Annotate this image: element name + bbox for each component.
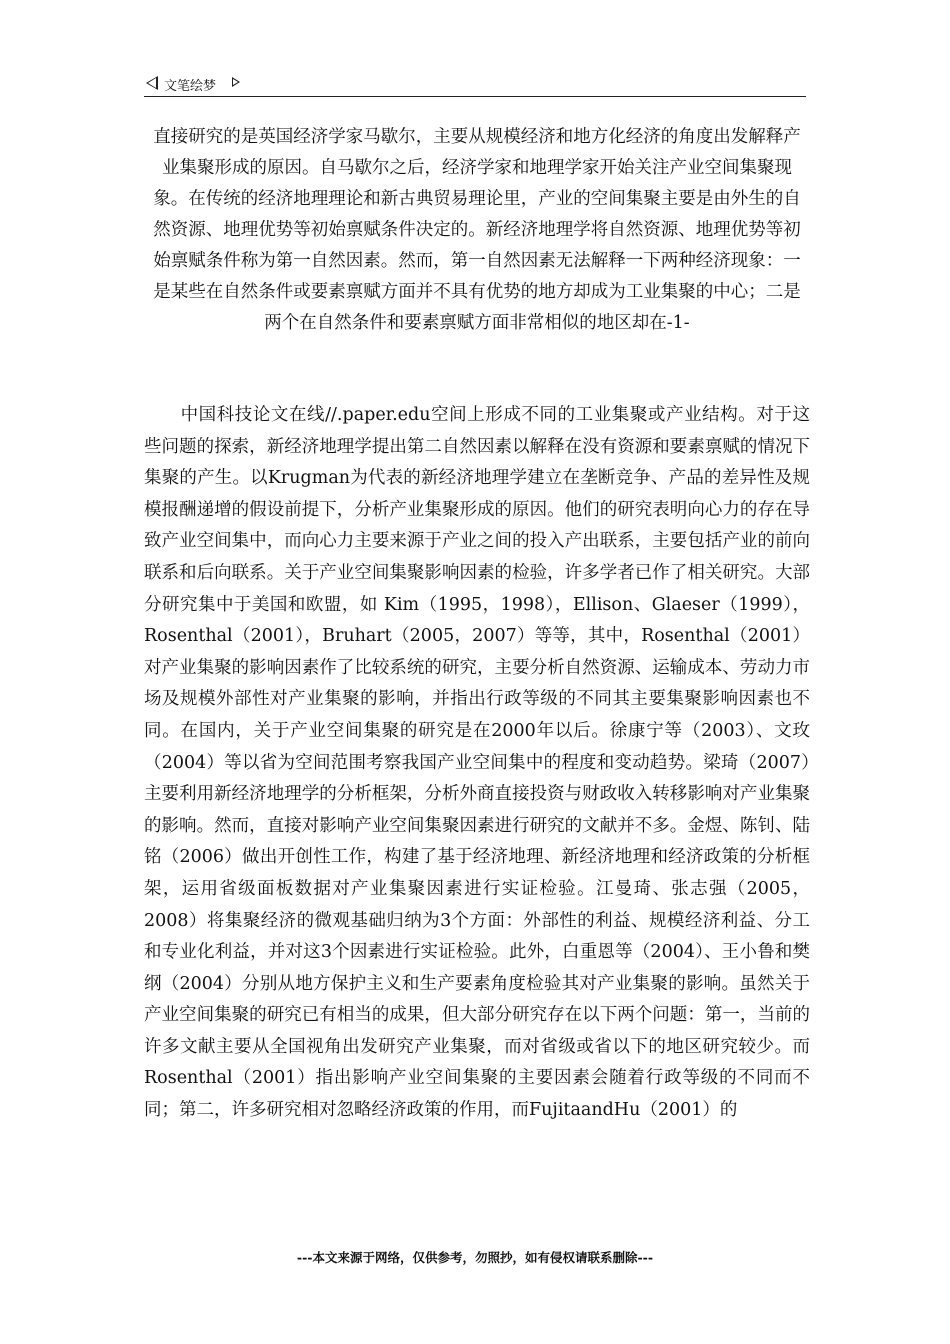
paragraph-2: 中国科技论文在线//.paper.edu空间上形成不同的工业集聚或产业结构。对于这些问题的探索，新经济地理学提出第二自然因素以解释在没有资源和要素禀赋的情况下集聚的产生。以Krugman为代表的新经济地理学建立在垄断竞争、产品的差异性及规模报酬递增的假设前提下，分析产业集聚形成的原因。他们的研究表明向心力的存在导致产业空间集中，而向心力主要来源于产业之间的投入产出联系，主要包括产业的前向联系和后向联系。关于产业空间集聚影响因素的检验，许多学者已作了相关研究。大部分研究集中于美国和欧盟，如 Kim（1995，1998），Ellison、Glaeser（1999），Rosenthal（2001），Bruhart（2005，2007）等等，其中，Rosenthal（2001）对产业集聚的影响因素作了比较系统的研究，主要分析自然资源、运输成本、劳动力市场及规模外部性对产业集聚的影响，并指出行政等级的不同其主要集聚影响因素也不同。在国内，关于产业空间集聚的研究是在2000年以后。徐康宁等（2003）、文玫（2004）等以省为空间范围考察我国产业空间集中的程度和变动趋势。梁琦（2007）主要利用新经济地理学的分析框架，分析外商直接投资与财政收入转移影响对产业集聚的影响。然而，直接对影响产业空间集聚因素进行研究的文献并不多。金煜、陈钊、陆铭（2006）做出开创性工作，构建了基于经济地理、新经济地理和经济政策的分析框架，运用省级面板数据对产业集聚因素进行实证检验。江曼琦、张志强（2005，2008）将集聚经济的微观基础归纳为3个方面：外部性的利益、规模经济利益、分工和专业化利益，并对这3个因素进行实证检验。此外，白重恩等（2004）、王小鲁和樊纲（2004）分别从地方保护主义和生产要素角度检验其对产业集聚的影响。虽然关于产业空间集聚的研究已有相当的成果，但大部分研究存在以下两个问题：第一，当前的许多文献主要从全国视角出发研究产业集聚，而对省级或省以下的地区研究较少。而Rosenthal（2001）指出影响产业空间集聚的主要因素会随着行政等级的不同而不同；第二，许多研究相对忽略经济政策的作用，而FujitaandHu（2001）的 <box>144 405 810 1121</box>
header-brand: 文笔绘梦 <box>164 79 217 94</box>
page-footer: ---本文来源于网络，仅供参考，勿照抄，如有侵权请联系删除--- <box>296 1250 654 1265</box>
triangle-left-icon <box>146 76 158 90</box>
paragraph-1: 直接研究的是英国经济学家马歇尔，主要从规模经济和地方化经济的角度出发解释产业集聚形成的原因。自马歇尔之后，经济学家和地理学家开始关注产业空间集聚现象。在传统的经济地理理论和新古典贸易理论里，产业的空间集聚主要是由外生的自然资源、地理优势等初始禀赋条件决定的。新经济地理学将自然资源、地理优势等初始禀赋条件称为第一自然因素。然而，第一自然因素无法解释一下两种经济现象：一是某些在自然条件或要素禀赋方面并不具有优势的地方却成为工业集聚的中心；二是两个在自然条件和要素禀赋方面非常相似的地区却在-1- <box>153 127 801 333</box>
triangle-right-icon <box>232 77 240 87</box>
page-header <box>144 72 806 97</box>
paragraph-2-wrapper <box>144 400 810 1127</box>
